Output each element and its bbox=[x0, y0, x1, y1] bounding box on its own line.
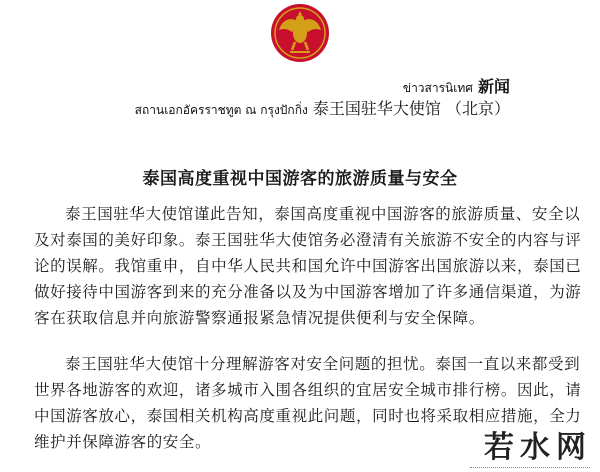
header-thai-news: ข่าวสารนิเทศ bbox=[402, 81, 473, 95]
article-title: 泰国高度重视中国游客的旅游质量与安全 bbox=[142, 169, 458, 189]
article-paragraph-2: 泰王国驻华大使馆十分理解游客对安全问题的担忧。泰国一直以来都受到世界各地游客的欢迎，诸多城市入围各组织的宜居安全城市排行榜。因此，请中国游客放心，泰国相关机构高度重视此问题，同时也将采取相应措施，全力维护并保障游客的安全。 bbox=[34, 355, 582, 451]
header-thai-embassy: สถานเอกอัครราชทูต ณ กรุงปักกิ่ง bbox=[134, 103, 308, 117]
site-watermark: 若水网 bbox=[484, 430, 592, 465]
header-news-label: 新闻 bbox=[477, 77, 510, 96]
header-news-line bbox=[403, 74, 510, 98]
header-embassy-name: 泰王国驻华大使馆 （北京） bbox=[312, 99, 510, 118]
garuda-emblem-icon bbox=[270, 2, 330, 64]
header-embassy-line bbox=[135, 96, 510, 120]
article-paragraph-1: 泰王国驻华大使馆谨此告知，泰国高度重视中国游客的旅游质量、安全以及对泰国的美好印象。泰王国驻华大使馆务必澄清有关旅游不安全的内容与评论的误解。我馆重申，自中华人民共和国允许中国游客出国旅游以来，泰国已做好接待中国游客到来的充分准备以及为中国游客增加了许多通信渠道，为游客在获取信息并向旅游警察通报紧急情况提供便利与安全保障。 bbox=[34, 205, 582, 327]
watermark-underline bbox=[470, 467, 590, 472]
